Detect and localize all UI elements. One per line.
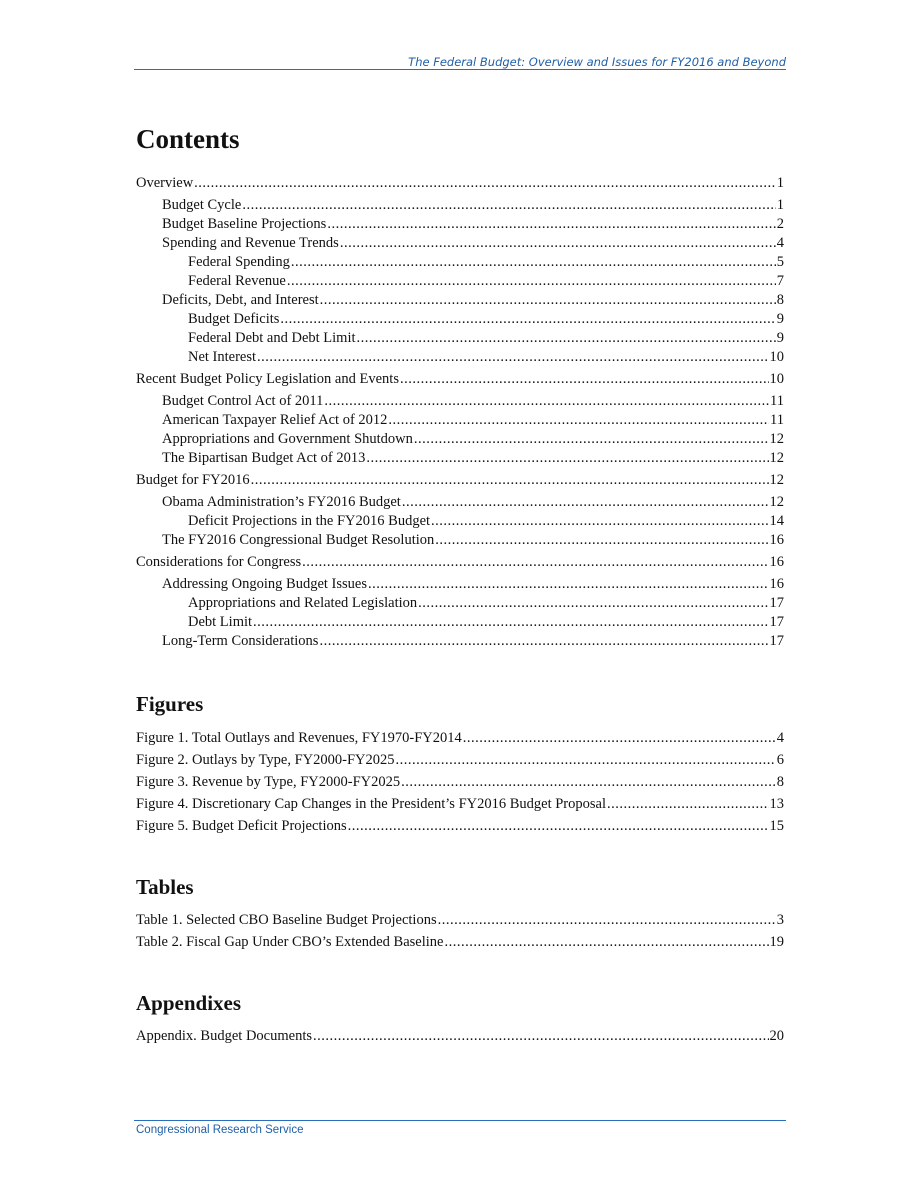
toc-entry-debt-limit[interactable]: Federal Debt and Debt Limit ..... 9 <box>136 329 784 348</box>
toc-entry-budget-cycle[interactable]: Budget Cycle ..... 1 <box>136 196 784 215</box>
running-header: The Federal Budget: Overview and Issues for FY2016 and Beyond <box>408 55 786 69</box>
toc-entry-recent-legislation[interactable]: Recent Budget Policy Legislation and Events ..... 10 <box>136 370 784 389</box>
appendix-entry-1[interactable]: Appendix. Budget Documents ..... 20 <box>136 1027 784 1046</box>
figure-entry-1[interactable]: Figure 1. Total Outlays and Revenues, FY1970-FY2014 ..... 4 <box>136 729 784 748</box>
toc-entry-baseline-projections[interactable]: Budget Baseline Projections ..... 2 <box>136 215 784 234</box>
contents-heading: Contents <box>136 124 240 154</box>
toc-entry-federal-spending[interactable]: Federal Spending ..... 5 <box>136 253 784 272</box>
figure-entry-3[interactable]: Figure 3. Revenue by Type, FY2000-FY2025 ..... 8 <box>136 773 784 792</box>
toc-entry-budget-fy2016[interactable]: Budget for FY2016 ..... 12 <box>136 471 784 490</box>
toc-entry-ongoing-issues[interactable]: Addressing Ongoing Budget Issues ..... 16 <box>136 575 784 594</box>
toc-entry-budget-deficits[interactable]: Budget Deficits ..... 9 <box>136 310 784 329</box>
figure-entry-5[interactable]: Figure 5. Budget Deficit Projections ..... 15 <box>136 817 784 836</box>
toc-entry-atra-2012[interactable]: American Taxpayer Relief Act of 2012 ..... 11 <box>136 411 784 430</box>
toc-entry-spending-revenue-trends[interactable]: Spending and Revenue Trends ..... 4 <box>136 234 784 253</box>
header-rule <box>134 69 786 70</box>
toc-entry-deficit-projections[interactable]: Deficit Projections in the FY2016 Budget ..... 14 <box>136 512 784 531</box>
toc-entry-shutdown[interactable]: Appropriations and Government Shutdown ..... 12 <box>136 430 784 449</box>
figures-heading: Figures <box>136 692 204 716</box>
table-entry-2[interactable]: Table 2. Fiscal Gap Under CBO’s Extended Baseline ..... 19 <box>136 933 784 952</box>
toc-entry-budget-resolution[interactable]: The FY2016 Congressional Budget Resolution ..... 16 <box>136 531 784 550</box>
toc-entry-considerations[interactable]: Considerations for Congress ..... 16 <box>136 553 784 572</box>
appendixes-heading: Appendixes <box>136 991 242 1015</box>
toc-entry-debt-limit-2[interactable]: Debt Limit ..... 17 <box>136 613 784 632</box>
toc-entry-appropriations[interactable]: Appropriations and Related Legislation ..... 17 <box>136 594 784 613</box>
figure-entry-4[interactable]: Figure 4. Discretionary Cap Changes in the President’s FY2016 Budget Proposal ..... 13 <box>136 795 784 814</box>
toc-entry-bba-2013[interactable]: The Bipartisan Budget Act of 2013 ..... 12 <box>136 449 784 468</box>
table-entry-1[interactable]: Table 1. Selected CBO Baseline Budget Projections ..... 3 <box>136 911 784 930</box>
toc-entry-obama-budget[interactable]: Obama Administration’s FY2016 Budget ..... 12 <box>136 493 784 512</box>
footer-org: Congressional Research Service <box>136 1124 304 1136</box>
toc-entry-net-interest[interactable]: Net Interest ..... 10 <box>136 348 784 367</box>
tables-heading: Tables <box>136 875 194 899</box>
toc-entry-deficits-debt-interest[interactable]: Deficits, Debt, and Interest ..... 8 <box>136 291 784 310</box>
footer-rule <box>134 1120 786 1121</box>
toc-entry-federal-revenue[interactable]: Federal Revenue ..... 7 <box>136 272 784 291</box>
toc-entry-long-term[interactable]: Long-Term Considerations ..... 17 <box>136 632 784 651</box>
figure-entry-2[interactable]: Figure 2. Outlays by Type, FY2000-FY2025 ..... 6 <box>136 751 784 770</box>
toc-entry-overview[interactable]: Overview ..... 1 <box>136 174 784 193</box>
toc-entry-bca-2011[interactable]: Budget Control Act of 2011 ..... 11 <box>136 392 784 411</box>
